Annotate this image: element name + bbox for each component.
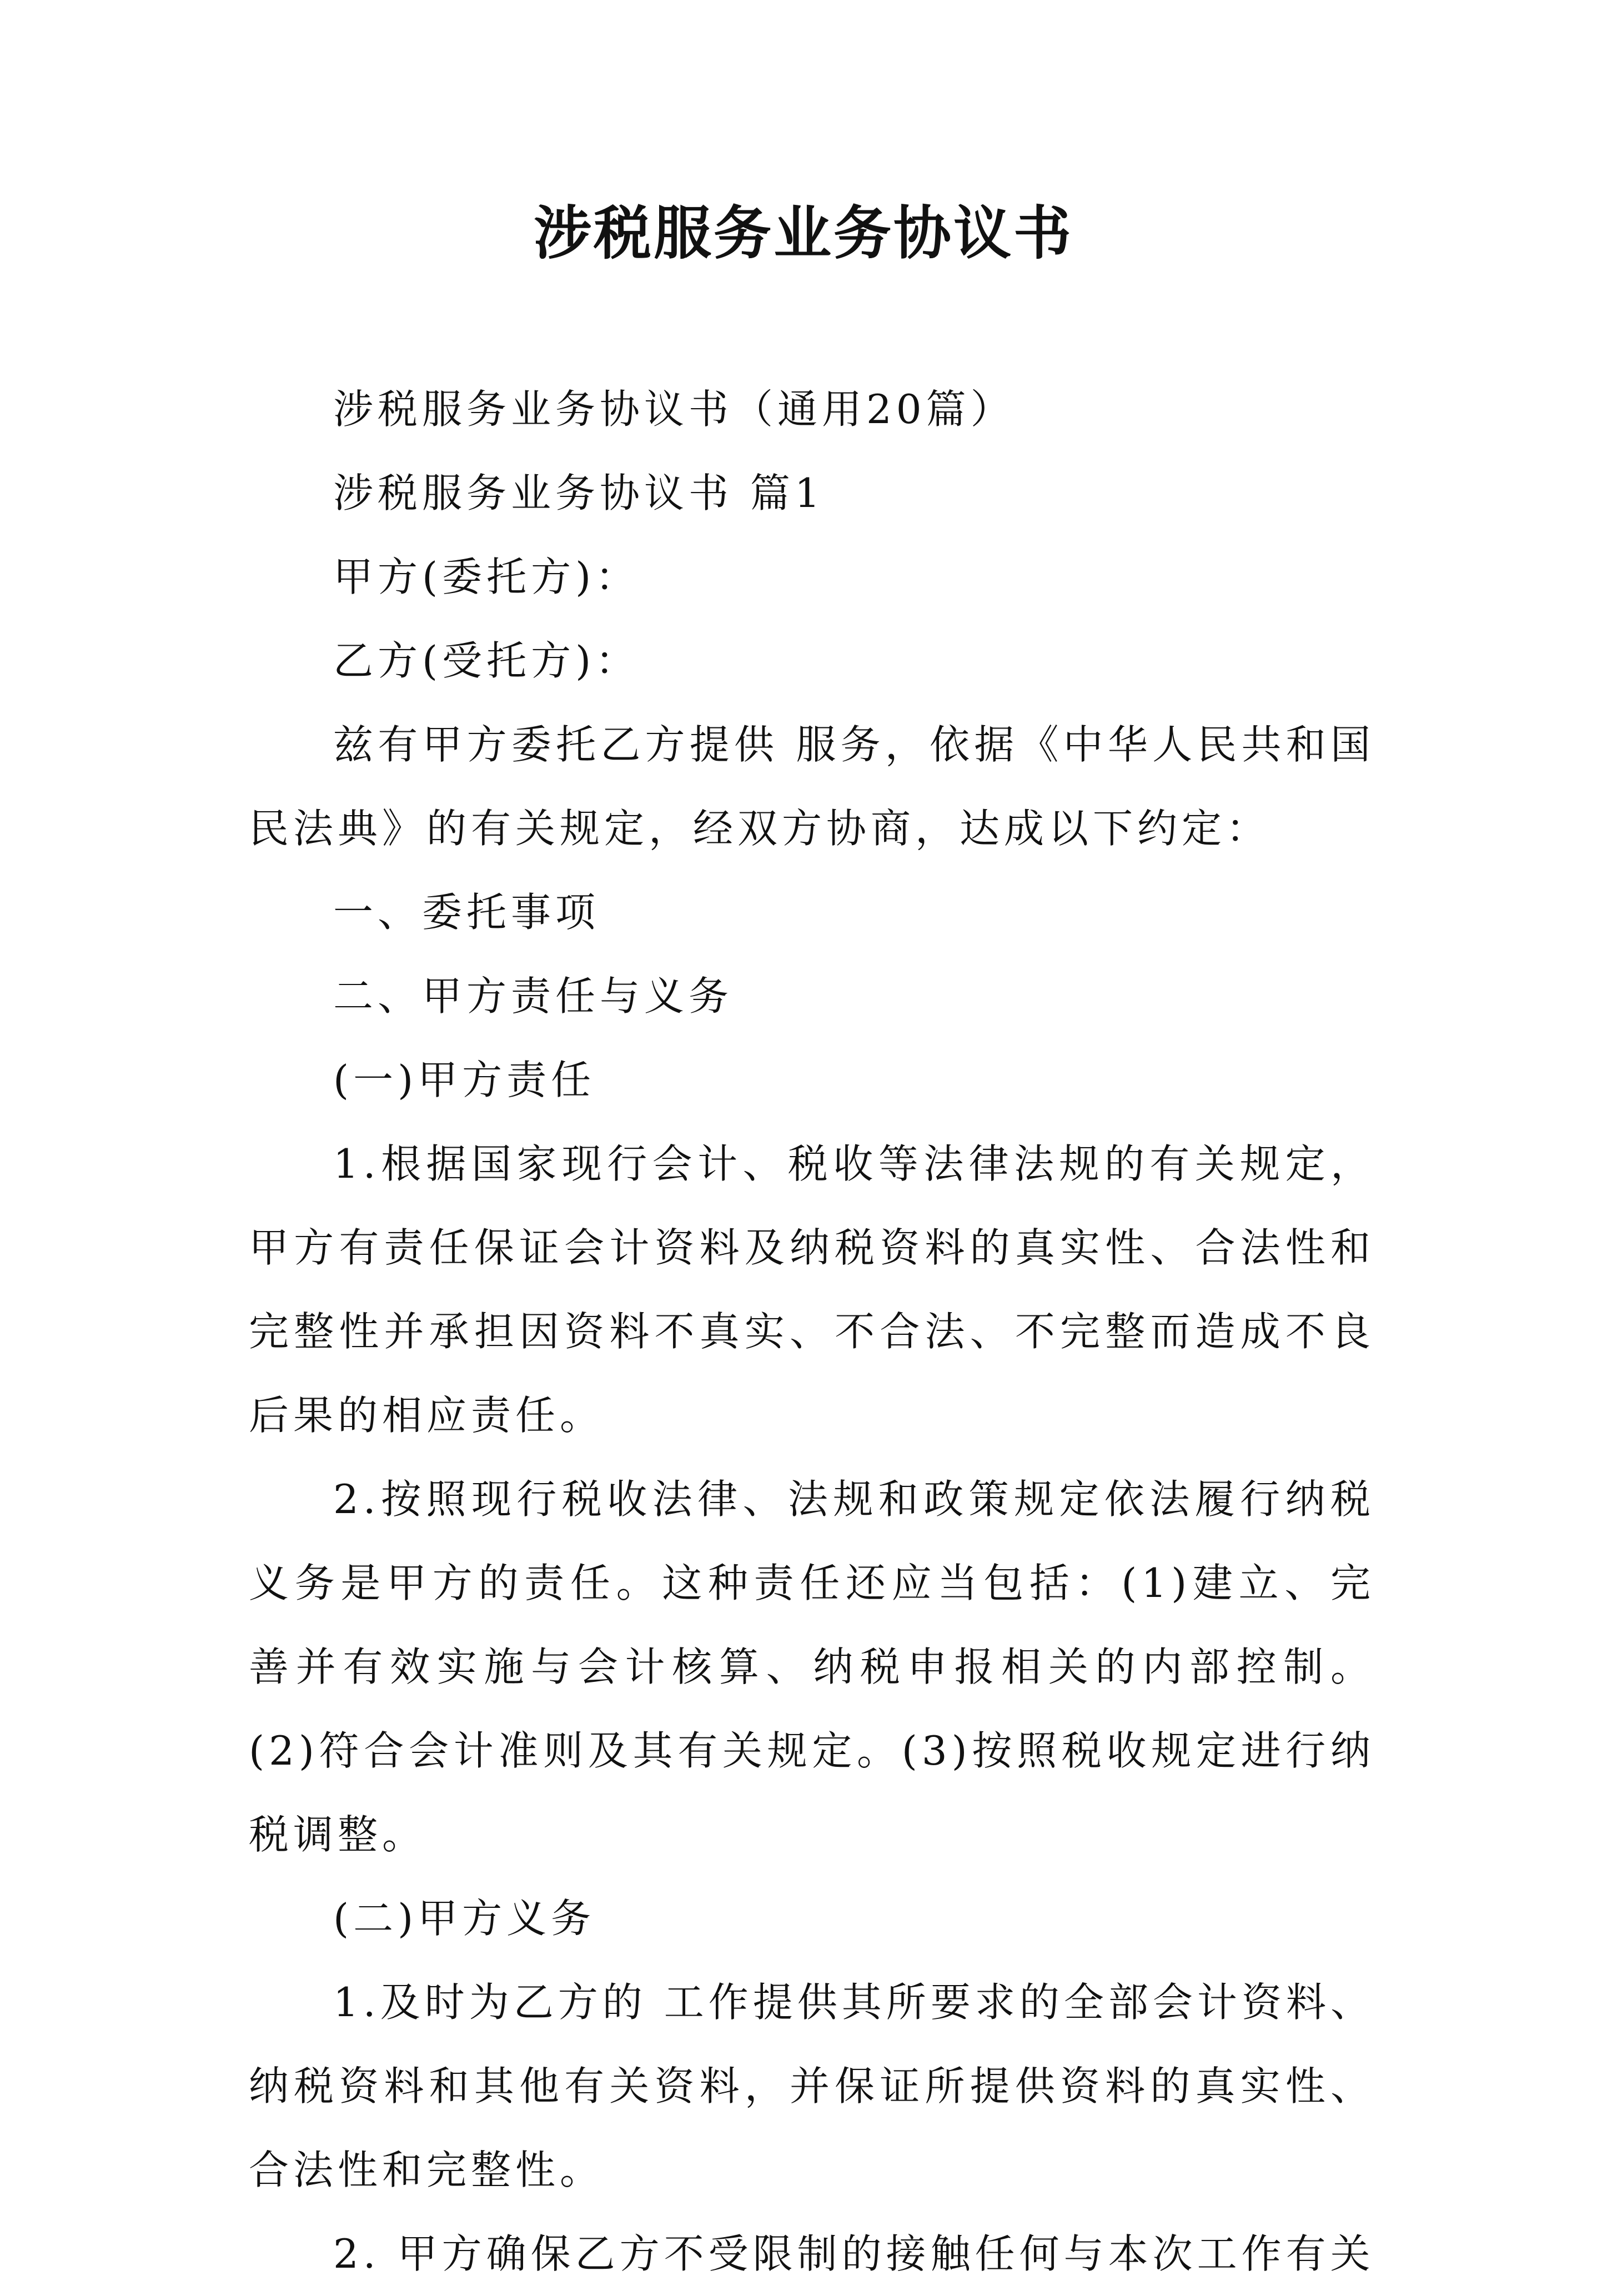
clause-obligation-1: 1.及时为乙方的 工作提供其所要求的全部会计资料、纳税资料和其他有关资料，并保证所提供资料的真实性、合法性和完整性。 <box>249 1979 1375 2193</box>
paragraph-party-b: 乙方(受托方)： <box>333 637 640 684</box>
subsection-heading-party-a-obligation: (二)甲方义务 <box>333 1895 596 1942</box>
clause-responsibility-1: 1.根据国家现行会计、税收等法律法规的有关规定，甲方有责任保证会计资料及纳税资料的真实性、合法性和完整性并承担因资料不真实、不合法、不完整而造成不良后果的相应责任。 <box>249 1141 1375 1439</box>
paragraph-party-a: 甲方(委托方)： <box>333 554 640 600</box>
clause-responsibility-2: 2.按照现行税收法律、法规和政策规定依法履行纳税义务是甲方的责任。这种责任还应当包括：(1)建立、完善并有效实施与会计核算、纳税申报相关的内部控制。(2)符合会计准则及其有关规定。(3)按照税收规定进行纳税调整。 <box>249 1476 1375 1858</box>
paragraph-preamble: 兹有甲方委托乙方提供 服务，依据《中华人民共和国民法典》的有关规定，经双方协商，达成以下约定： <box>249 721 1375 852</box>
subsection-heading-party-a-responsibility: (一)甲方责任 <box>333 1057 596 1103</box>
document-body <box>249 368 1375 2296</box>
section-heading-entrusted-matters: 一、委托事项 <box>333 889 600 936</box>
paragraph-article-heading: 涉税服务业务协议书 篇1 <box>333 470 825 516</box>
paragraph-collection-title: 涉税服务业务协议书（通用20篇） <box>333 386 1015 433</box>
clause-obligation-2: 2. 甲方确保乙方不受限制的接触任何与本次工作有关 <box>333 2230 1375 2277</box>
section-heading-party-a-duties: 二、甲方责任与义务 <box>333 973 734 1019</box>
document-title: 涉税服务业务协议书 <box>533 199 1073 267</box>
